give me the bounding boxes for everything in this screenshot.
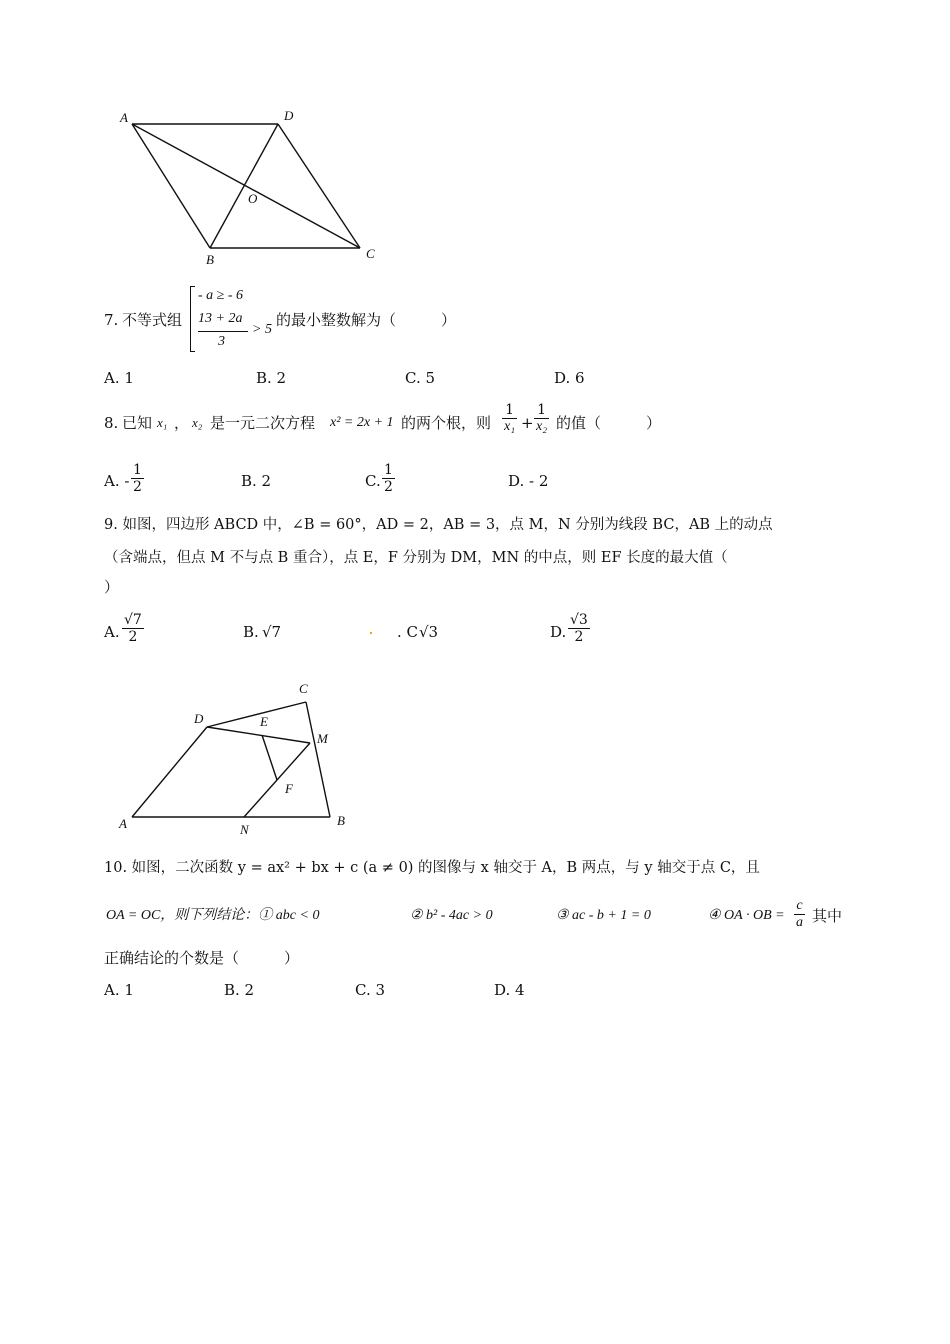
label-E: E — [260, 714, 268, 729]
q9-option-a-numerator: √7 — [124, 612, 142, 628]
label-D: D — [194, 711, 204, 726]
q8-option-a-numerator: 1 — [133, 462, 142, 478]
q7-option-a: A. 1 — [104, 369, 134, 387]
q9-option-c-value: √3 — [419, 623, 439, 641]
label-A: A — [119, 816, 127, 831]
q10-line-2-b: ② b² - 4ac > 0 — [410, 908, 493, 923]
q8-fraction-1 — [502, 402, 517, 435]
q8-text-3: 的两个根，则 — [401, 414, 492, 432]
q8-option-d: D. - 2 — [508, 472, 549, 490]
label-F: F — [285, 781, 293, 796]
yellow-dot — [370, 632, 372, 634]
q9-option-d-numerator: √3 — [570, 612, 588, 628]
q7-inequality-1: - a ≥ - 6 — [198, 288, 244, 303]
q8-option-c-fraction — [382, 462, 395, 495]
q7-suffix: 的最小整数解为（ ） — [276, 311, 457, 329]
q10-option-a: A. 1 — [104, 981, 134, 999]
q8-text-4: 的值（ ） — [556, 414, 662, 432]
q9-line-3: ） — [104, 578, 120, 596]
q8-option-c-denominator: 2 — [384, 479, 393, 495]
q8-separator: ， — [174, 414, 190, 432]
q8-fraction-2 — [534, 402, 549, 435]
q9-option-a-denominator: 2 — [128, 629, 138, 645]
q8-text-2: 是一元二次方程 — [210, 414, 316, 432]
q7-inequality-2-relation: > 5 — [252, 322, 272, 337]
q8-option-a-prefix: A. - — [104, 472, 130, 490]
q8-x2: x₂ — [192, 415, 203, 430]
q10-option-c: C. 3 — [355, 981, 386, 999]
q9-option-d-prefix: D. — [550, 623, 567, 641]
q10-line-2-d: ④ OA · OB = — [708, 908, 785, 923]
q7-option-b: B. 2 — [256, 369, 287, 387]
q8-fraction-2-numerator: 1 — [534, 402, 549, 419]
q10-line-2-e: 其中 — [812, 907, 843, 925]
q8-option-b: B. 2 — [241, 472, 272, 490]
q10-ratio-denominator: a — [796, 915, 803, 930]
q8-fraction-2-denominator: x₂ — [536, 419, 548, 434]
label-O: O — [248, 191, 258, 206]
q10-ratio-numerator: c — [794, 898, 805, 915]
q7-option-c: C. 5 — [405, 369, 436, 387]
q7-option-d: D. 6 — [554, 369, 585, 387]
q7-number: 7. — [104, 311, 119, 329]
q7-brace — [190, 286, 195, 352]
q9-option-d-denominator: 2 — [574, 629, 584, 645]
q10-option-b: B. 2 — [224, 981, 255, 999]
q10-line-3: 正确结论的个数是（ ） — [104, 949, 300, 967]
q7-fraction-bar — [198, 331, 248, 332]
label-C: C — [299, 681, 308, 696]
label-D: D — [284, 108, 294, 123]
q9-option-a-fraction — [122, 612, 144, 645]
q7-inequality-2-denominator: 3 — [218, 334, 225, 349]
label-A: A — [120, 110, 128, 125]
q9-option-d-fraction — [568, 612, 590, 645]
q8-option-a-denominator: 2 — [133, 479, 142, 495]
q10-option-d: D. 4 — [494, 981, 525, 999]
q8-option-c-prefix: C. — [365, 472, 381, 490]
q9-line-1: 9. 如图，四边形 ABCD 中，∠B = 60°，AD = 2，AB = 3，点 M，N 分别为线段 BC，AB 上的动点 — [104, 517, 773, 533]
q10-line-2-a: OA = OC，则下列结论：① abc < 0 — [106, 908, 320, 923]
q8-x1: x₁ — [157, 415, 168, 430]
q10-ratio-fraction — [794, 898, 805, 931]
label-B: B — [337, 813, 345, 828]
q7-inequality-2-numerator: 13 + 2a — [198, 311, 243, 326]
q9-option-b-prefix: B. — [243, 623, 259, 641]
q10-line-1: 10. 如图，二次函数 y = ax² + bx + c (a ≠ 0) 的图像与 x 轴交于 A，B 两点，与 y 轴交于点 C，且 — [104, 860, 760, 876]
q8-text-1: 已知 — [122, 414, 153, 432]
parallelogram-figure — [110, 100, 400, 275]
q9-option-b-value: √7 — [262, 623, 282, 641]
q9-option-c-prefix: . C — [397, 623, 419, 641]
q8-option-a-fraction — [131, 462, 144, 495]
q9-line-2: （含端点，但点 M 不与点 B 重合），点 E，F 分别为 DM，MN 的中点，则 EF 长度的最大值（ — [104, 550, 728, 566]
label-B: B — [206, 252, 214, 267]
q9-option-a-prefix: A. — [104, 623, 120, 641]
label-N: N — [240, 822, 249, 837]
quadrilateral-figure — [110, 676, 370, 841]
q8-number: 8. — [104, 414, 119, 432]
label-M: M — [317, 731, 328, 746]
q10-line-2-c: ③ ac - b + 1 = 0 — [556, 908, 651, 923]
label-C: C — [366, 246, 375, 261]
q8-equation: x² = 2x + 1 — [330, 415, 394, 430]
q8-plus: + — [521, 414, 534, 432]
q7-prefix: 不等式组 — [122, 311, 183, 329]
q8-fraction-1-numerator: 1 — [502, 402, 517, 419]
q8-option-c-numerator: 1 — [384, 462, 393, 478]
q8-fraction-1-denominator: x₁ — [504, 419, 516, 434]
